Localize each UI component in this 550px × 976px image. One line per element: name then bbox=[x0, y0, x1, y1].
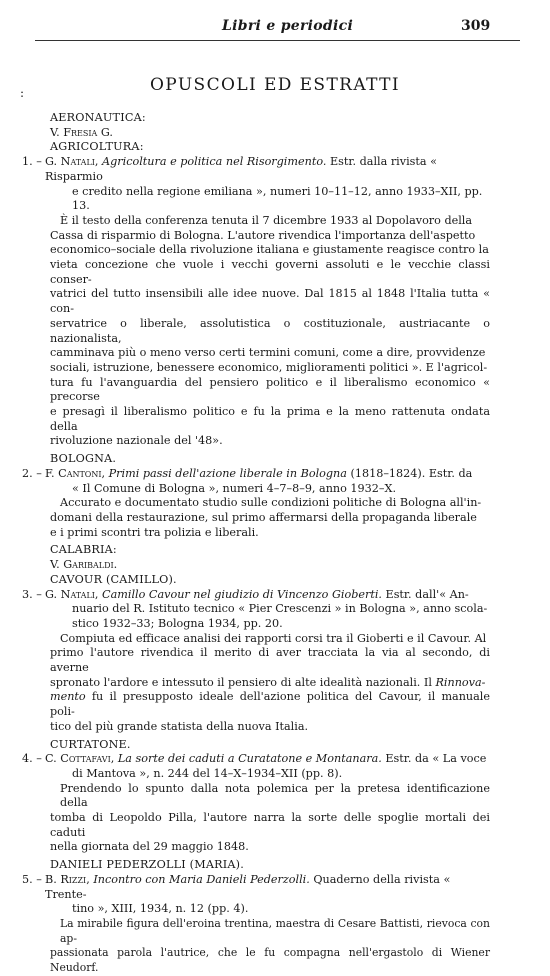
entry-author: G. Natali, bbox=[45, 587, 99, 601]
cross-reference: V. Fresia G. bbox=[50, 125, 113, 139]
subject-heading: AERONAUTICA: bbox=[50, 111, 146, 124]
entry-title: Primi passi dell'azione liberale in Bologna bbox=[108, 466, 347, 480]
entry-source: Estr. da « La voce bbox=[381, 752, 487, 766]
entry-source: (1818–1824). Estr. da bbox=[346, 466, 473, 480]
entry-abstract: Compiuta ed efficace analisi dei rapporti corsi tra il Gioberti e il Cavour. Al primo l'autore rivendica il merito di aver tracciata la via al secondo, di averne spronato l'ardore e intessuto il pensiero di alte idealità nazionali. Il Rinnova- mento fu il presupposto ideale dell'azione politica del Cavour, il manuale poli- tico del più grande statista della nuova Italia. bbox=[50, 631, 490, 733]
entry-source-cont: e credito nella regione emiliana », numeri 10–11–12, anno 1933–XII, pp. 13. bbox=[72, 184, 483, 213]
entry-title: Incontro con Maria Danieli Pederzolli. bbox=[93, 872, 310, 886]
entry-title: Agricoltura e politica nel Risorgimento. bbox=[102, 155, 327, 169]
entry-number: 1. – bbox=[22, 155, 42, 169]
bibliography-entry bbox=[22, 467, 490, 496]
entry-number: 2. – bbox=[22, 466, 42, 480]
bibliography-entry bbox=[22, 752, 490, 781]
entries-list bbox=[22, 111, 490, 976]
subject-heading: CALABRIA: bbox=[50, 543, 117, 557]
entry-source-cont: stico 1932–33; Bologna 1934, pp. 20. bbox=[72, 616, 283, 630]
entry-source-cont: tino », XIII, 1934, n. 12 (pp. 4). bbox=[72, 902, 249, 916]
subject-heading: CAVOUR (CAMILLO). bbox=[50, 572, 177, 586]
entry-source: Estr. dalla rivista « Risparmio bbox=[45, 155, 437, 183]
entry-number: 5. – bbox=[22, 872, 42, 886]
entry-author: B. Rizzi, bbox=[45, 872, 90, 886]
entry-source: Quaderno della rivista « Trente- bbox=[45, 872, 451, 901]
entry-source-cont: nuario del R. Istituto tecnico « Pier Crescenzi » in Bologna », anno scola- bbox=[72, 602, 488, 616]
entry-author: G. Natali, bbox=[45, 155, 99, 169]
entry-source-cont: « Il Comune di Bologna », numeri 4–7–8–9, anno 1932–X. bbox=[72, 481, 397, 495]
subject-heading: AGRICOLTURA: bbox=[50, 140, 144, 154]
entry-source: Estr. dall'« An- bbox=[381, 587, 469, 601]
running-head bbox=[0, 18, 550, 38]
margin-mark: : bbox=[20, 86, 25, 100]
bibliography-entry bbox=[22, 155, 490, 214]
entry-source-cont: di Mantova », n. 244 del 14–X–1934–XII (pp. 8). bbox=[72, 766, 343, 780]
page-number: 309 bbox=[461, 18, 491, 34]
entry-title: Camillo Cavour nel giudizio di Vincenzo Gioberti. bbox=[102, 587, 382, 601]
entry-abstract: Accurato e documentato studio sulle condizioni politiche di Bologna all'in- domani della restaurazione, sul primo affermarsi della propaganda liberale e i primi scontri tra polizia e liberali. bbox=[50, 496, 482, 539]
entry-abstract: La mirabile figura dell'eroina trentina, maestra di Cesare Battisti, rievoca con ap- passionata parola l'autrice, che le fu compagna nell'ergastolo di Wiener Neudorf. bbox=[50, 916, 490, 975]
entry-abstract: Prendendo lo spunto dalla nota polemica per la pretesa identificazione della tomba di Leopoldo Pilla, l'autore narra la sorte delle spoglie mortali dei caduti nella giornata del 29 maggio 1848. bbox=[50, 781, 490, 854]
entry-author: C. Cottafavi, bbox=[45, 752, 115, 766]
cross-reference: V. Garibaldi. bbox=[50, 558, 118, 572]
entry-abstract: È il testo della conferenza tenuta il 7 dicembre 1933 al Dopolavoro della Cassa di risparmio di Bologna. L'autore rivendica l'importanza dell'aspetto economico–sociale della rivoluzione italiana e giustamente reagisce contro la vieta concezione che vuole i vecchi governi assoluti e le vecchie classi conser- vatrici del tutto insensibili alle idee nuove. Dal 1815 al 1848 l'Italia tutta « con- servatrice o liberale, assolutistica o costituzionale, austriacante o nazionalista, camminava più o meno verso certi termini comuni, come a dire, provvidenze sociali, istruzione, benessere economico, miglioramenti politici ». E l'agricol- tura fu l'avanguardia del pensiero politico e il liberalismo economico « precorse e presagì il liberalismo politico e fu la prima e la meno rattenuta ondata della rivoluzione nazionale del '48». bbox=[50, 213, 490, 448]
subject-heading: DANIELI PEDERZOLLI (MARIA). bbox=[50, 858, 245, 872]
section-title: OPUSCOLI ED ESTRATTI bbox=[149, 75, 401, 95]
running-title: Libri e periodici bbox=[222, 18, 354, 34]
bibliography-entry bbox=[22, 588, 490, 632]
bibliography-entry bbox=[22, 873, 490, 917]
entry-author: F. Cantoni, bbox=[45, 466, 106, 480]
entry-title: La sorte dei caduti a Curatatone e Montanara. bbox=[117, 752, 382, 766]
entry-number: 3. – bbox=[22, 587, 42, 601]
subject-heading: BOLOGNA. bbox=[50, 452, 117, 466]
subject-heading: CURTATONE. bbox=[50, 737, 131, 751]
entry-number: 4. – bbox=[22, 752, 42, 766]
header-rule bbox=[35, 40, 520, 41]
